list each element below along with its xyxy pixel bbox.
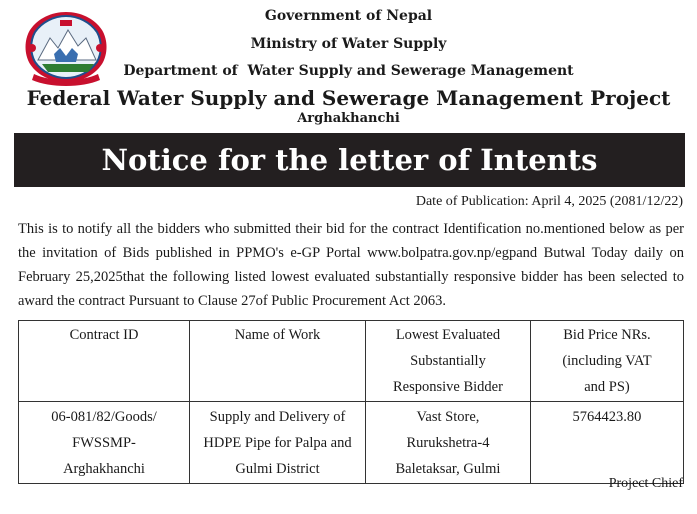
cell-line: Supply and Delivery of [209, 409, 346, 425]
header-line: Lowest Evaluated [395, 327, 501, 343]
ministry-title: Ministry of Water Supply [250, 36, 447, 52]
department-title: Department of Water Supply and Sewerage Management [123, 63, 574, 79]
table-row [19, 402, 684, 484]
award-table [18, 320, 684, 484]
cell-line: HDPE Pipe for Palpa and [203, 435, 352, 451]
header-name-of-work [190, 321, 366, 402]
cell-line: Arghakhanchi [63, 461, 145, 477]
cell-line: 06-081/82/Goods/ [51, 409, 157, 425]
header-line: (including VAT [562, 353, 652, 369]
cell-line: Gulmi District [235, 461, 320, 477]
table-header-row [19, 321, 684, 402]
cell-line: Baletaksar, Gulmi [395, 461, 501, 477]
location-title: Arghakhanchi [297, 111, 400, 126]
header-line: Responsive Bidder [393, 379, 503, 395]
publication-date: Date of Publication: April 4, 2025 (2081/12/22) [415, 194, 683, 209]
cell-bid-price [530, 402, 683, 484]
header-bid-price [530, 321, 683, 402]
cell-line: Vast Store, [416, 409, 480, 425]
header-line: Contract ID [69, 327, 139, 343]
header-line: Name of Work [234, 327, 321, 343]
cell-line: 5764423.80 [572, 409, 642, 425]
project-title: Federal Water Supply and Sewerage Management Project [26, 86, 671, 110]
cell-line: FWSSMP- [72, 435, 136, 451]
header-line: and PS) [584, 379, 630, 395]
cell-contract-id [19, 402, 190, 484]
government-title: Government of Nepal [264, 8, 433, 24]
cell-line: Rurukshetra-4 [406, 435, 490, 451]
cell-bidder [366, 402, 531, 484]
header-bidder [366, 321, 531, 402]
notice-paragraph: This is to notify all the bidders who submitted their bid for the contract Identification no.mentioned below as per the invitation of Bids published in PPMO's e-GP Portal www.bolpatra.gov.np/egpand Butwal Today daily on February 25,2025that the following listed lowest evaluated substantially responsive bidder has been selected to award the contract Pursuant to Clause 27of Public Procurement Act 2063. [18, 221, 684, 309]
header-line: Bid Price NRs. [563, 327, 651, 343]
notice-banner: Notice for the letter of Intents [14, 133, 685, 187]
header-contract-id [19, 321, 190, 402]
signature-project-chief: Project Chief [608, 476, 683, 491]
cell-name-of-work [190, 402, 366, 484]
header-line: Substantially [410, 353, 486, 369]
